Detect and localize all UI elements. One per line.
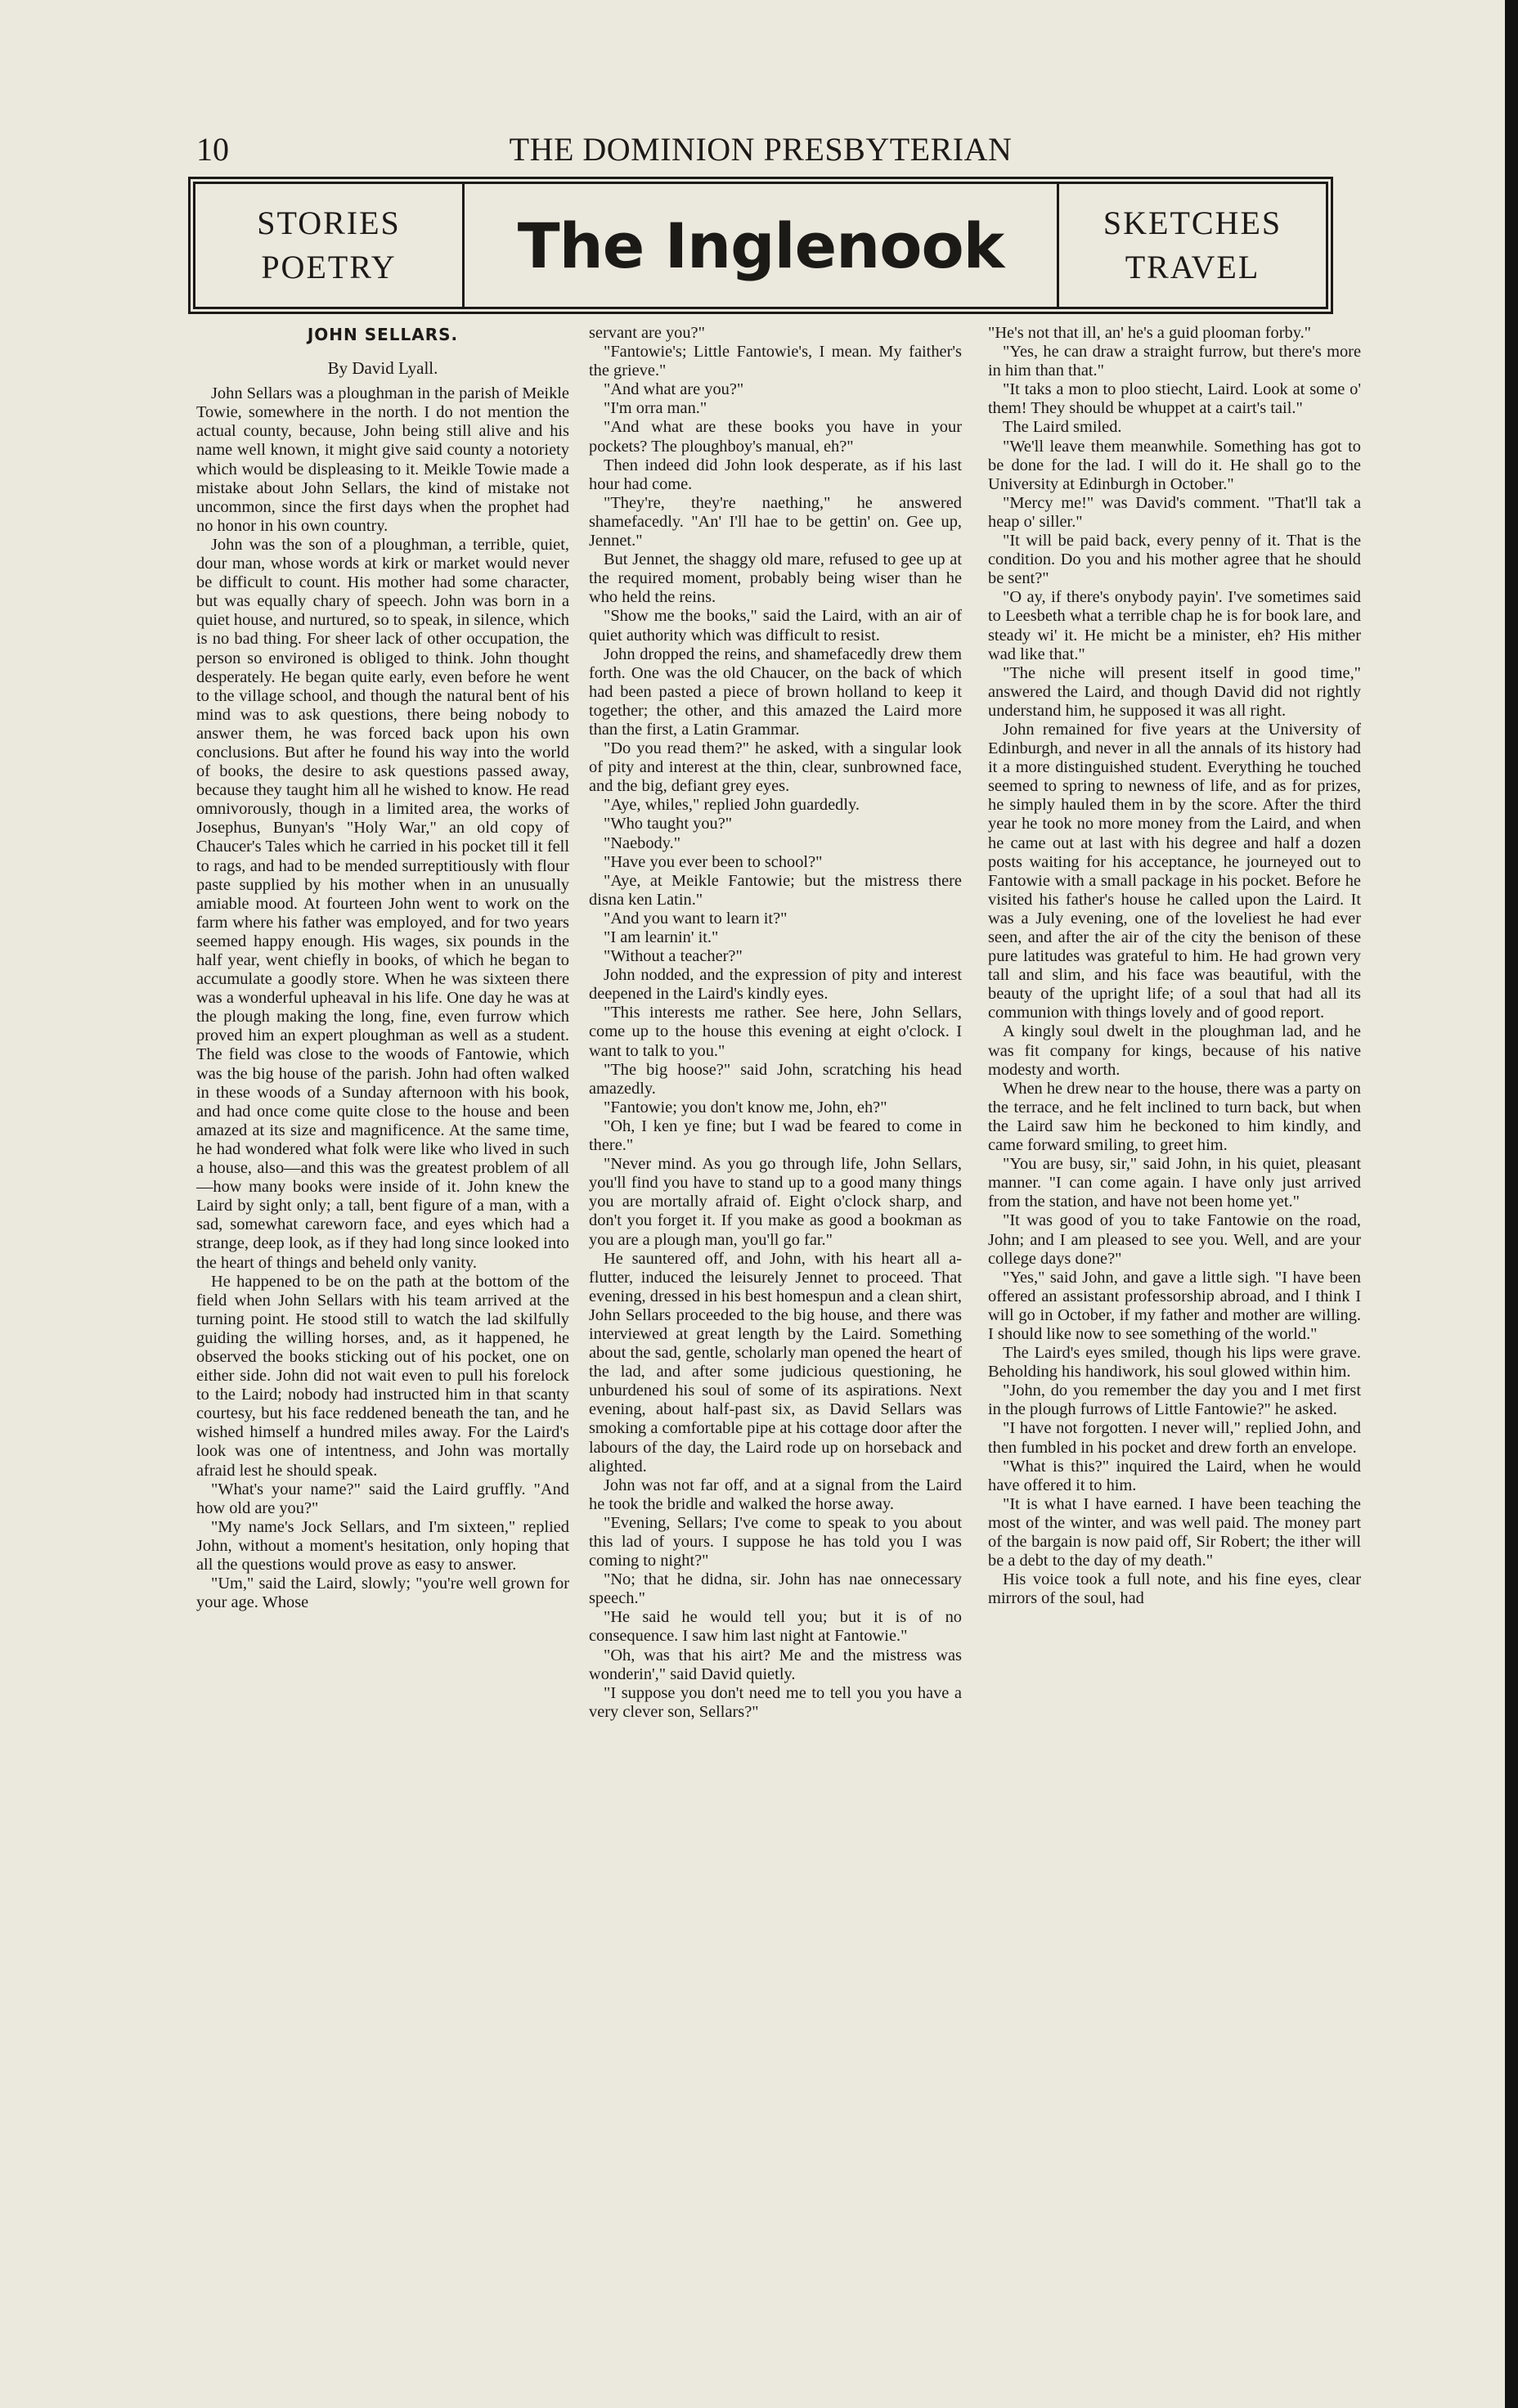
paragraph: John was the son of a ploughman, a terrible, quiet, dour man, whose words at kirk or market would never be difficult to count. His mother had some character, but was equally chary of speech. John was born in a quiet house, and nurtured, so to speak, in silence, which is no bad thing. For sheer lack of other occupation, the person so environed is obliged to think. John thought desperately. He began quite early, even before he went to the village school, and though the natural bent of his mind was to ask questions, there being nobody to answer them, he was forced back upon his own conclusions. But after he found his way into the world of books, the desire to ask questions passed away, because they taught him all he wished to know. He read omnivorously, though in a limited area, the works of Josephus, Bunyan's "Holy War," an old copy of Chaucer's Tales which he carried in his pocket till it fell to rags, and had to be mended surreptitiously with flour paste supplied by his mother when in an unusually amiable mood. At fourteen John went to work on the farm where his father was employed, and for two years seemed happy enough. His wages, six pounds in the half year, went chiefly in books, of which he began to accumulate a goodly store. When he was sixteen there was a wonderful upheaval in his life. One day he was at the plough making the long, fine, even furrow which proved him an expert ploughman as well as a student. The field was close to the woods of Fantowie, which was the big house of the parish. John had often walked in these woods of a Sunday afternoon with his book, and had once come quite close to the house and been amazed at its size and magnificence. At the same time, he had wondered what folk were like who lived in such a house, also—and this was the greatest problem of all—how many books were inside of it. John knew the Laird by sight only; a tall, bent figure of a man, with a sad, somewhat careworn face, and eyes which had a strange, deep look, as if they had long since looked into the heart of things and beheld only vanity. xyxy=(196,535,569,1272)
page-number: 10 xyxy=(196,131,229,168)
paragraph: "John, do you remember the day you and I met first in the plough furrows of Little Fantowie?" he asked. xyxy=(988,1381,1361,1419)
paragraph: When he drew near to the house, there was a party on the terrace, and he felt inclined to turn back, but when the Laird saw him he beckoned to him kindly, and came forward smiling, to greet him. xyxy=(988,1079,1361,1155)
paragraph: "Who taught you?" xyxy=(604,815,733,833)
paragraph: "Oh, I ken ye fine; but I wad be feared to come in there." xyxy=(589,1116,962,1155)
paragraph: "It is what I have earned. I have been teaching the most of the winter, and was well paid. The money part of the bargain is now paid off, Sir Robert; the ither will be a debt to the day of my death." xyxy=(988,1494,1361,1570)
paragraph: Then indeed did John look desperate, as if his last hour had come. xyxy=(589,456,962,493)
masthead-right-panel xyxy=(1057,184,1326,307)
section-masthead xyxy=(193,182,1328,309)
paragraph: "Oh, was that his airt? Me and the mistress was wonderin'," said David quietly. xyxy=(589,1646,962,1683)
paragraph: "Yes, he can draw a straight furrow, but there's more in him than that." xyxy=(988,343,1361,380)
paragraph: "We'll leave them meanwhile. Something has got to be done for the lad. I will do it. He shall go to the University at Edinburgh in October." xyxy=(988,437,1361,493)
paragraph: "Yes," said John, and gave a little sigh. "I have been offered an assistant professorship abroad, and I think I will go in October, if my father and mother are willing. I should like now to see something of the world." xyxy=(988,1268,1361,1343)
paragraph: "He's not that ill, an' he's a guid plooman forby." xyxy=(988,324,1312,342)
paragraph: John was not far off, and at a signal from the Laird he took the bridle and walked the horse away. xyxy=(589,1476,962,1513)
paragraph: "What's your name?" said the Laird gruffly. "And how old are you?" xyxy=(196,1480,569,1517)
masthead-travel: TRAVEL xyxy=(1125,249,1260,285)
journal-title: THE DOMINION PRESBYTERIAN xyxy=(509,131,1013,168)
masthead-left-panel xyxy=(195,184,465,307)
paragraph: John nodded, and the expression of pity and interest deepened in the Laird's kindly eyes. xyxy=(589,966,962,1004)
paragraph: "I am learnin' it." xyxy=(604,928,719,946)
paragraph: "I suppose you don't need me to tell you you have a very clever son, Sellars?" xyxy=(589,1683,962,1721)
paragraph: He sauntered off, and John, with his heart all a-flutter, induced the leisurely Jennet to proceed. That evening, dressed in his best homespun and a clean shirt, John Sellars proceeded to the big house, and there was interviewed at great length by the Laird. Something about the sad, gentle, scholarly man opened the heart of the lad, and after some judicious questioning, he unburdened his soul of some of its aspirations. Next evening, about half-past six, as David Sellars was smoking a comfortable pipe at his cottage door after the labours of the day, the Laird rode up on horseback and alighted. xyxy=(589,1249,962,1476)
paragraph: "O ay, if there's onybody payin'. I've sometimes said to Leesbeth what a terrible chap he is for book lare, and steady wi' it. He micht be a minister, eh? His mither wad like that." xyxy=(988,588,1361,663)
paragraph: "Do you read them?" he asked, with a singular look of pity and interest at the thin, clear, sunbrowned face, and the big, defiant grey eyes. xyxy=(589,739,962,796)
section-title: The Inglenook xyxy=(517,209,1004,282)
running-head xyxy=(196,129,1325,170)
paragraph: He happened to be on the path at the bottom of the field when John Sellars with his team arrived at the turning point. He stood still to watch the lad skilfully guiding the willing horses, and, as it happened, he observed the books sticking out of his pocket, one on either side. John did not wait even to pull his forelock to the Laird; nobody had instructed him in that scanty courtesy, but his face reddened beneath the tan, and he wished himself a hundred miles away. For the Laird's look was one of intentness, and John was mortally afraid lest he should speak. xyxy=(196,1272,569,1480)
paragraph: "Fantowie; you don't know me, John, eh?" xyxy=(604,1098,887,1116)
paragraph: But Jennet, the shaggy old mare, refused to gee up at the required moment, probably being wiser than he who held the reins. xyxy=(589,550,962,607)
masthead-sketches: SKETCHES xyxy=(1103,204,1282,241)
paragraph: "Aye, whiles," replied John guardedly. xyxy=(604,796,860,815)
paragraph: "Evening, Sellars; I've come to speak to you about this lad of yours. I suppose he has told you I was coming to night?" xyxy=(589,1513,962,1570)
story-byline: By David Lyall. xyxy=(327,358,438,379)
paragraph: "Have you ever been to school?" xyxy=(604,852,823,871)
paragraph: "It was good of you to take Fantowie on the road, John; and I am pleased to see you. Well, and are your college days done?" xyxy=(988,1211,1361,1268)
paragraph: "You are busy, sir," said John, in his quiet, pleasant manner. "I can come again. I have only just arrived from the station, and have not been home yet." xyxy=(988,1155,1361,1211)
paragraph: "No; that he didna, sir. John has nae onnecessary speech." xyxy=(589,1570,962,1608)
paragraph: servant are you?" xyxy=(589,324,705,342)
paragraph: "Without a teacher?" xyxy=(604,947,743,966)
text-column-3 xyxy=(988,324,1361,2369)
paragraph: "The big hoose?" said John, scratching his head amazedly. xyxy=(589,1060,962,1098)
story-title: JOHN SELLARS. xyxy=(307,325,459,344)
paragraph: "He said he would tell you; but it is of no consequence. I saw him last night at Fantowie." xyxy=(589,1608,962,1646)
scan-edge xyxy=(1505,0,1518,2408)
paragraph: "Never mind. As you go through life, John Sellars, you'll find you have to stand up to a good many things you are mortally afraid of. Eight o'clock sharp, and don't you forget it. If you make as good a bookman as you are a plough man, you'll go far." xyxy=(589,1155,962,1249)
paragraph: "I have not forgotten. I never will," replied John, and then fumbled in his pocket and drew forth an envelope. xyxy=(988,1419,1361,1457)
paragraph: "Aye, at Meikle Fantowie; but the mistress there disna ken Latin." xyxy=(589,871,962,909)
paragraph: "Fantowie's; Little Fantowie's, I mean. My faither's the grieve." xyxy=(589,343,962,380)
paragraph: "Show me the books," said the Laird, with an air of quiet authority which was difficult to resist. xyxy=(589,607,962,645)
text-column-1 xyxy=(196,324,569,2369)
paragraph: John dropped the reins, and shamefacedly drew them forth. One was the old Chaucer, on the back of which had been pasted a piece of brown holland to keep it together; the other, and this amazed the Laird more than the first, a Latin Grammar. xyxy=(589,645,962,739)
paragraph: "Um," said the Laird, slowly; "you're well grown for your age. Whose xyxy=(196,1575,569,1612)
paragraph: "My name's Jock Sellars, and I'm sixteen," replied John, without a moment's hesitation, only hoping that all the questions would prove as easy to answer. xyxy=(196,1517,569,1574)
paragraph: His voice took a full note, and his fine eyes, clear mirrors of the soul, had xyxy=(988,1570,1361,1608)
paragraph: The Laird's eyes smiled, though his lips were grave. Beholding his handiwork, his soul glowed within him. xyxy=(988,1344,1361,1381)
text-column-2 xyxy=(589,324,962,2369)
paragraph: The Laird smiled. xyxy=(1003,418,1122,437)
paragraph: "And what are these books you have in your pockets? The ploughboy's manual, eh?" xyxy=(589,418,962,456)
paragraph: John Sellars was a ploughman in the parish of Meikle Towie, somewhere in the north. I do not mention the actual county, because, John being still alive and his name well known, it might give said county a notoriety which would be displeasing to it. Meikle Towie made a mistake about John Sellars, the kind of mistake not uncommon, since the first days when the prophet had no honor in his own country. xyxy=(196,384,569,535)
paragraph: "This interests me rather. See here, John Sellars, come up to the house this evening at eight o'clock. I want to talk to you." xyxy=(589,1004,962,1060)
masthead-poetry: POETRY xyxy=(261,249,397,285)
paragraph: "I'm orra man." xyxy=(604,399,707,418)
paragraph: "The niche will present itself in good time," answered the Laird, and though David did not rightly understand him, he supposed it was all right. xyxy=(988,663,1361,720)
paragraph: "And what are you?" xyxy=(604,380,744,399)
paragraph: "Mercy me!" was David's comment. "That'll tak a heap o' siller." xyxy=(988,493,1361,531)
paragraph: "They're, they're naething," he answered shamefacedly. "An' I'll hae to be gettin' on. Gee up, Jennet." xyxy=(589,493,962,550)
paragraph: A kingly soul dwelt in the ploughman lad, and he was fit company for kings, because of his native modesty and worth. xyxy=(988,1022,1361,1079)
paragraph: John remained for five years at the University of Edinburgh, and never in all the annals of its history had it a more distinguished student. Everything he touched seemed to spring to newness of life, and as for prizes, he simply hauled them in by the score. After the third year he took no more money from the Laird, and when he came out at last with his degree and half a dozen posts waiting for his acceptance, he journeyed out to Fantowie with a small package in his pocket. Before he visited his father's house he called upon the Laird. It was a July evening, one of the loveliest he had ever seen, and after the air of the city the benison of these pure latitudes was grateful to him. He had grown very tall and slim, and his face was beautiful, with the beauty of the upright life; of a soul that had all its communion with things lovely and of good report. xyxy=(988,720,1361,1022)
paragraph: "It taks a mon to ploo stiecht, Laird. Look at some o' them! They should be whuppet at a cairt's tail." xyxy=(988,380,1361,418)
paragraph: "And you want to learn it?" xyxy=(604,909,788,928)
paragraph: "Naebody." xyxy=(604,833,681,852)
paragraph: "It will be paid back, every penny of it. That is the condition. Do you and his mother agree that he should be sent?" xyxy=(988,532,1361,588)
masthead-stories: STORIES xyxy=(257,204,401,241)
paragraph: "What is this?" inquired the Laird, when he would have offered it to him. xyxy=(988,1457,1361,1494)
